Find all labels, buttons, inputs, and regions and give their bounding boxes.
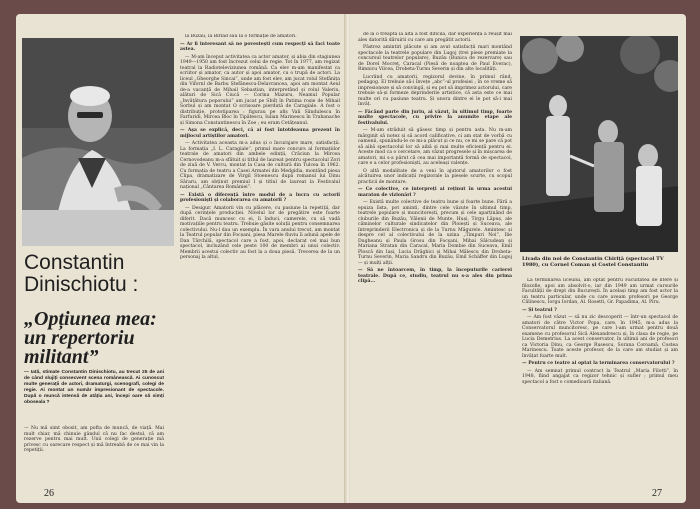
interview-question: — Așa se explică, deci, că ai fost întotdeauna prezent în mijlocul artiștilor amatori. [180,128,340,139]
interview-intro-reply: — Nu mă simt obosit, am pofta de muncă, de viață. Mai mult chiar, mă chinuie gândul că nu fac destul, că am rezerve pentru mai mult. Unii colegi de generație mă privesc cu oarecare respect și mă întreabă de ce mai vin la repetiții. [24,426,164,453]
article-headline: „Opțiunea mea: un repertoriu militant” [24,308,157,368]
portrait-photo [22,38,174,246]
interview-question: — Și teatrul ? [522,307,557,313]
right-page-text-column-1 [358,32,512,500]
photo-caption: Livada din noi de Constantin Chiriță (spectacol TV 1980), cu Cornel Coman și Costel Constantin [522,256,664,268]
paragraph: — Am fost văzut — să nu zic descoperit — într-un spectacol de amatori de către Victor Popa, care, în 1945, m-a adus la Conservatorul muncitoresc, pe care l-am urmat pentru două examene cu profesorul Sică Alexandrescu și, în clasa de regie, pe Lucia Demetrius. La acest conservator, în ultimii ani de profesori ca Victoria Dinu, ca George Rusescu, Sorana Coroamă, Costea Marinescu. Toate aceste profesor, de la care am studiat și am învățat foarte mult. [522,315,678,359]
left-page-text-column [180,34,340,496]
page-number-right: 27 [652,488,662,499]
portrait-illustration [22,38,174,246]
paragraph: — Desigur. Amatorii vin cu plăcere, cu pasiune la repetiții, dar după cerințele producției. Nivelul lor de pregătire este foarte diferit. Dacă muncesc cu ei, îi înduci, camerele, cu să vadă motivațiile pentru teatru. Trebuie găsite soluții pentru consemnarea colectivului. Nu-l dau un exemplu. În vara anului trecut, am montat la Teatrul popular din Focșani, piesa Marele fluviu îi adună apele de Dan Tărchilă, spectacol care a fost, apoi, declarat cel mai bun spectacol, incluzând cele peste 100 de membri ai unui colectiv. Membrii acestui colectiv au fost la a doua piesă. Trecerea de la un personaj la altul, [180,205,340,260]
paragraph: — M-am început activitatea ca actor amator, și abia din stagiunea 1949—1950 am fost încrezut celui de regie. Tot în 1977, am regizat teatral la Radioteleviziunea română. Ca elev m-am manifestat ca scriitor și amator, ca autor și apoi amator, cu o trupă de actori. La liceul „Gheorghe Sincai”, unde am fost elev, am jucat rolul Stefănița din Vifornl de Barbu Ștefănescu-Delavrancea, apoi am montat Aeul de-a vacanță de Mihail Sebastian, interpretând și rolul Valeriu, alături de Sică Ciucă — Corina Mazuru, Neamul Popular „Invățătura poporului” am jucat pe Sbilț în Patima roșie de Mihail Sorbul și am montat O scrisoare pierdută de Caragiale. A fost o distribuție, prototiparea : figurau pe afiș Vali Săndulescu în Farfuridi, Mircea Bloc în Tipătescu, Iulian Marinescu în Trahanache și Simona Constantinescu în Zoe ; eu eram Cetățeanul. [180,54,340,126]
interview-question: — Făcând parte din juriu, ai văzut, în ultimul timp, foarte multe spectacole, cu privire la anumite etape ale festivalului. [358,109,512,126]
paragraph: — Activitatea aceasta m-a adus și o încurajare mare, satisfacții. La formația „I. L. Caragiale”, primul mare concurs al formațiilor teatrale de amatori din ambele edinții, Crăciun la Mircea Cernovodeanu m-a sfătuit și titlul de laureat pentru spectacolul Zori de ziuă de V. Vercu, montat la Casa de cultură din Tulcea în 1962. Cu formația de teatru a Casei Armatei din Medgidia, montând piesa Clipa, dramatizare de Virgil Stoenescu după romanul lui Dinu Săraru, am obținut premiul I și titlul de laureat la Festivalul național „Cântarea României”. [180,141,340,190]
paragraph: O altă modalitate de a veni în ajutorul amatorilor o fost alcătuirea unor indicații regizorale la piesele scurte, cu scopul practicii de montare. [358,168,512,185]
theatre-scene-photo [520,36,678,252]
interview-question: — Există o diferență între modul de a lucra cu actorii profesioniști și colaborarea cu amatorii ? [180,192,340,203]
paragraph: de la o treaptă la alta a fost dificilă, dar experiența a reușit mai ales datorită dăruirii cu care am pregătit actorii. [358,32,512,43]
paragraph: La terminarea liceului, am optat pentru Facultatea de litere și filozofie, apoi am absolvit-o, iar din 1949 am urmat cursurile Facultății de drept din București. În același timp am fost actor la un teatru particular, unde cu care aveam profesori pe George Călinescu, Iorgu Iordan, Al. Rosetti, Gr. Papadima, Al. Piru. [522,278,678,305]
interviewee-name: Constantin Dinischiotu : [24,251,139,296]
theatre-scene-illustration [520,36,678,252]
paragraph: — M-am străduit să găsesc timp și pentru asta. Nu m-am mărginit să notez și să acord calificative, ci am stat de vorbă cu oamenii, spunându-le ce mi-a plăcut și ce nu, ce mi se pare că pot să aibă spectacolul lor să aibă și mai multe eficiență pentru ei. Aceste mod ca o cercetare, am văzut progresele și în mișcarea de amatori, mi s-a părut că cea mai importantă formă de spectacol, care e a celor profesioniști, au aceleași valențe. [358,128,512,166]
left-page [16,14,346,503]
paragraph: Lucrând cu amatorii, regizorul devine, în primul rând, pedagog. El trebuie să-i învețe „abc”-ul profesiei ; în ce vreme să impresioneze și să convingă, și eu pot să imprimez actorului, care trebuie să-și formeze deprinderile artistice, că asta este ce mai multe ori cu pasiune teatru. Și unora dintre ei le pot să-i mai învăț. [358,74,512,107]
paragraph: — Există multe colective de teatru bune și foarte bune. Fără a epuiza lista, pot aminti, dintre cele văzute în ultimul timp, teatrele populare și muncitorești, precum și cele aparținând de cluburile din Buzău, Vălenii de Munte, Huși, Tirgu Lăpuș, ale căminelor culturale sindicatelor din Ploiești și Suceava, ale întreprinderii Electronica și de la Turnu Măgurele. Amintesc și despre cel al colectivului de la uzina „Timpuri Noi”, Ilie Dugheanu și Paula Grosu din Focșani, Mihai Sălcudean și Mariana Stratan din Caracal, Maria Dombie din Suceava, Emil Ploscă din Iași, Lucia Drăghici și Mihai Mălescu din Drobeta-Turnu Severin, Maria Sandru din Buzău, Emil Schäffer din Lugoj — și mulți alții. [358,200,512,266]
page-number-left: 26 [44,488,54,499]
interview-question: — Ce colective, ce interpreți ai reținut în urma acestui maraton de vizionări ? [358,187,512,198]
interview-question: — Pentru ce teatre ai optat la terminarea conservatorului ? [522,361,675,366]
interview-question: — Ar fi interesant să ne povestești cum respecți să faci toate astea. [180,41,340,52]
paragraph: — Am semnat primul contract la Teatrul „Maria Filotti”, în 1948, fiind angajat ca regizor tehnic și sufler ; primul meu spectacol a fost o comedioară italiană. [522,368,678,385]
right-page-text-column-2 [522,278,678,474]
interview-question: — Să ne întoarcem, în timp, la începuturile carierei teatrale. După ce, studiu, teatrul nu s-a ales din prima clipă... [358,268,512,284]
interview-intro-question: — Iată, stimate Constantin Dinischiotu, au trecut 25 de ani de când slujiți consecvent scena românească. Ai cunoscut multe generații de actori, dramaturgi, scenografi, colegi de regie. Ai montat un număr impresionant de spectacole. După o muncă intensă de atâția ani, începi oare să simți oboseala ? [24,370,164,405]
paragraph: Păstrez amintiri plăcute și am avut satisfacții mari montând spectacole la teatrele populare din Lugoj (trei piese premiate la concursul teatrelor populare), Buzău (Bunica de rezervare) sau de Dorel Mocreț, Caracal (Piesă de noaptea de Paul Everac), Rimnicu Vilcea, Drobeta-Turnu Severin și din alte localități. [358,45,512,72]
paragraph: la Buzău, la Birlad sau la o formație de amatori. [185,34,297,39]
right-page [350,14,686,503]
